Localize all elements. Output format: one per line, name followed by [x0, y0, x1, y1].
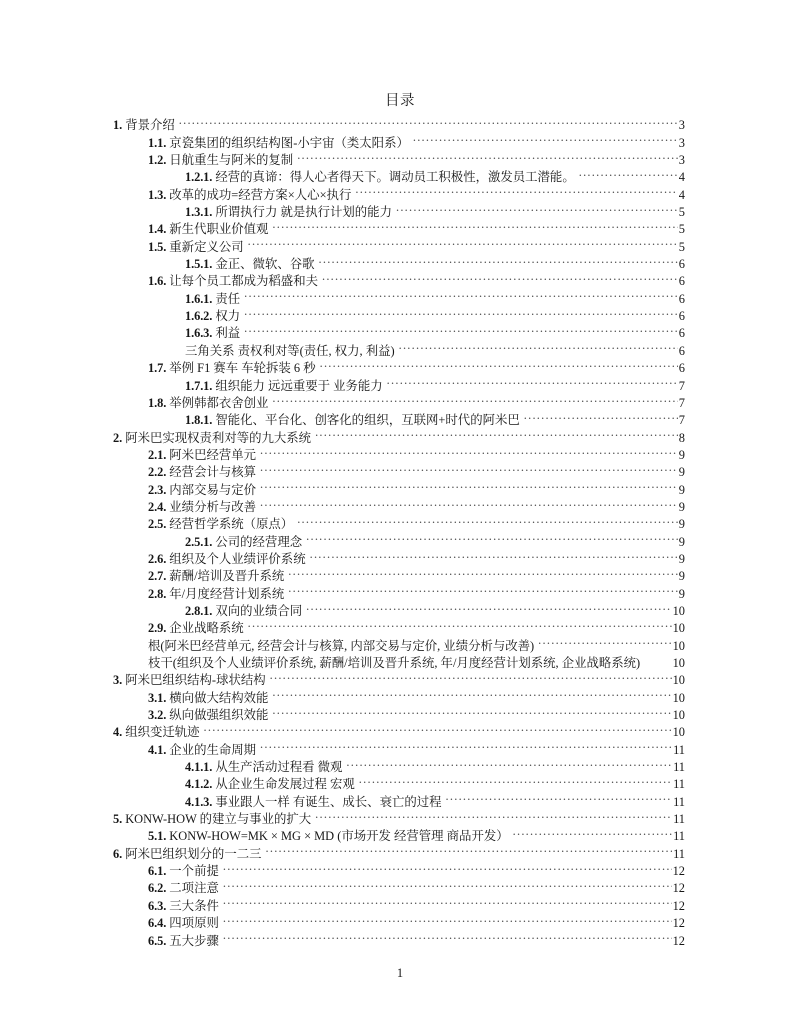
toc-entry-label: 双向的业绩合同: [215, 603, 303, 618]
toc-entry-page-number: 12: [672, 898, 685, 913]
toc-entry-label: KONW-HOW=MK × MG × MD (市场开发 经营管理 商品开发）: [169, 829, 509, 844]
toc-entry-number: 2.7.: [148, 569, 167, 584]
toc-dot-leader: [272, 216, 677, 233]
toc-entry-number: 2.9.: [148, 621, 167, 636]
toc-entry-label: 组织及个人业绩评价系统: [169, 551, 306, 566]
toc-entry-number: 6.1.: [148, 864, 167, 879]
toc-entry-page-number: 4: [678, 170, 685, 185]
toc-dot-leader: [223, 875, 672, 892]
toc-entry-page-number: 6: [678, 361, 685, 376]
toc-entry-label: 纵向做强组织效能: [169, 708, 269, 723]
toc-entry-number: 2.1.: [148, 447, 167, 462]
toc-entry-label: 经营的真谛：得人心者得天下。调动员工积极性，激发员工潜能。: [215, 170, 575, 185]
toc-entry-text: [113, 724, 204, 741]
toc-entry-page-number: 6: [678, 291, 685, 306]
toc-dot-leader: [413, 129, 678, 146]
toc-entry-page-number: 9: [678, 534, 685, 549]
toc-dot-leader: [320, 355, 678, 372]
toc-entry-page-number: 11: [673, 777, 685, 792]
toc-entry-page-number: 9: [678, 465, 685, 480]
toc-entry-page-number: 12: [672, 933, 685, 948]
toc-entry-label: 责任: [215, 291, 241, 306]
toc-dot-leader: [644, 650, 671, 667]
toc-entry-text: [148, 620, 248, 637]
toc-entry-page-number: 9: [678, 551, 685, 566]
toc-entry-number: 4.1.1.: [185, 760, 213, 775]
toc-entry-number: 1.6.2.: [185, 309, 213, 324]
toc-entry-label: 事业跟人一样 有诞生、成长、衰亡的过程: [215, 794, 442, 809]
toc-entry-text: [148, 880, 223, 897]
toc-entry-label: 组织变迁轨迹: [125, 725, 200, 740]
toc-entry-label: 智能化、平台化、创客化的组织，互联网+时代的阿米巴: [215, 413, 520, 428]
toc-entry-page-number: 12: [672, 864, 685, 879]
toc-entry-page-number: 9: [678, 499, 685, 514]
toc-entry-label: 京瓷集团的组织结构图-小宇宙（类太阳系）: [169, 135, 409, 150]
toc-dot-leader: [272, 684, 671, 701]
toc-entry-number: 6.5.: [148, 933, 167, 948]
toc-dot-leader: [244, 285, 678, 302]
toc-entry-page-number: 12: [672, 881, 685, 896]
toc-entry-text: [148, 239, 248, 256]
toc-entry-text: [185, 325, 244, 342]
toc-entry-number: 4.: [113, 725, 123, 740]
toc-entry-number: 5.: [113, 812, 123, 827]
toc-entry-page-number: 11: [673, 846, 685, 861]
toc-entry-number: 1.6.: [148, 274, 167, 289]
toc-entry-text: [148, 690, 272, 707]
toc-entry-number: 6.: [113, 846, 123, 861]
toc-entry-number: 2.8.1.: [185, 603, 213, 618]
toc-entry-page-number: 9: [678, 569, 685, 584]
toc-entry-number: 3.: [113, 673, 123, 688]
toc-entry-label: 让每个员工都成为稻盛和夫: [169, 274, 318, 289]
toc-entry-text: [148, 933, 223, 950]
toc-entry-page-number: 11: [673, 829, 685, 844]
toc-dot-leader: [446, 788, 673, 805]
toc-entry-number: 1.5.1.: [185, 257, 213, 272]
toc-entry-page-number: 3: [678, 135, 685, 150]
toc-entry-text: [113, 811, 315, 828]
toc-entry-page-number: 10: [672, 708, 685, 723]
toc-entry-label: 五大步骤: [169, 933, 219, 948]
toc-entry-text: [185, 534, 306, 551]
toc-entry-text: [148, 499, 260, 516]
toc-dot-leader: [260, 494, 678, 511]
toc-entry-page-number: 6: [678, 274, 685, 289]
toc-entry-page-number: 5: [678, 239, 685, 254]
toc-entry-number: 1.6.3.: [185, 326, 213, 341]
toc-entry-page-number: 10: [672, 638, 685, 653]
toc-entry-label: 经营哲学系统（原点）: [169, 517, 294, 532]
toc-dot-leader: [270, 667, 672, 684]
toc-dot-leader: [513, 823, 672, 840]
toc-dot-leader: [244, 303, 678, 320]
toc-dot-leader: [396, 199, 678, 216]
toc-entry-label: 业绩分析与改善: [169, 499, 257, 514]
toc-entry-page-number: 10: [672, 621, 685, 636]
toc-entry-text: [148, 187, 355, 204]
toc-dot-leader: [306, 528, 678, 545]
toc-entry-page-number: 6: [678, 343, 685, 358]
toc-entry-label: 薪酬/培训及晋升系统: [169, 569, 285, 584]
toc-entry-number: 6.3.: [148, 898, 167, 913]
toc-dot-leader: [315, 424, 678, 441]
toc-entry-label: 从生产活动过程看 微观: [215, 760, 343, 775]
toc-entry-page-number: 9: [678, 586, 685, 601]
toc-entry-number: 1.7.: [148, 361, 167, 376]
toc-entry-label: 阿米巴经营单元: [169, 447, 257, 462]
toc-entry-page-number: 9: [678, 447, 685, 462]
toc-entry-number: 1.5.: [148, 239, 167, 254]
toc-dot-leader: [315, 806, 672, 823]
toc-dot-leader: [288, 580, 678, 597]
toc-entry-label: 内部交易与定价: [169, 482, 257, 497]
toc-entry-number: 2.2.: [148, 465, 167, 480]
toc-dot-leader: [272, 702, 671, 719]
toc-entry-number: 4.1.2.: [185, 777, 213, 792]
toc-dot-leader: [260, 459, 678, 476]
toc-dot-leader: [223, 927, 672, 944]
toc-entry-text: [148, 586, 288, 603]
toc-entry-text: [148, 638, 538, 655]
toc-entry-label: 阿米巴组织划分的一二三: [125, 846, 262, 861]
toc-entry-page-number: 4: [678, 187, 685, 202]
toc-dot-leader: [359, 771, 672, 788]
toc-entry-text: [148, 863, 223, 880]
toc-entry-number: 1.7.1.: [185, 378, 213, 393]
toc-dot-leader: [248, 615, 672, 632]
toc-entry-text: [148, 898, 223, 915]
toc-entry-label: KONW-HOW 的建立与事业的扩大: [125, 812, 312, 827]
toc-entry-text: [148, 395, 272, 412]
toc-entry-number: 2.5.1.: [185, 534, 213, 549]
toc-dot-leader: [579, 164, 678, 181]
toc-entry-text: [148, 516, 297, 533]
toc-dot-leader: [346, 754, 672, 771]
toc-entry-text: [113, 117, 179, 134]
toc-entry-label: 从企业生命发展过程 宏观: [215, 777, 355, 792]
toc-dot-leader: [244, 320, 678, 337]
toc-entry-text: [148, 551, 310, 568]
toc-entry-number: 1.3.: [148, 187, 167, 202]
toc-entry-label: 横向做大结构效能: [169, 690, 269, 705]
toc-dot-leader: [322, 268, 678, 285]
toc-entry-page-number: 10: [672, 656, 685, 670]
toc-entry-page-number: 11: [673, 742, 685, 757]
toc-entry-page-number: 5: [678, 205, 685, 220]
toc-entry-number: 1.2.1.: [185, 170, 213, 185]
toc-entry-number: 2.: [113, 430, 123, 445]
toc-entry-label: 权力: [215, 309, 241, 324]
toc-dot-leader: [297, 147, 678, 164]
toc-entry[interactable]: [113, 112, 685, 133]
toc-entry[interactable]: [113, 129, 685, 150]
toc-dot-leader: [223, 858, 672, 875]
toc-entry-label: 三大条件: [169, 898, 219, 913]
toc-entry-label: 新生代职业价值观: [169, 222, 269, 237]
toc-entry-label: 阿米巴组织结构-球状结构: [125, 673, 266, 688]
toc-entry-page-number: 6: [678, 309, 685, 324]
toc-entry-label: 三角关系 责权利对等(责任, 权力, 利益): [185, 343, 395, 358]
table-of-contents: [113, 112, 685, 948]
toc-dot-leader: [223, 892, 672, 909]
toc-entry-label: 组织能力 远远重要于 业务能力: [215, 378, 383, 393]
toc-entry-label: 重新定义公司: [169, 239, 244, 254]
toc-entry-text: [185, 759, 346, 776]
toc-entry-label: 利益: [215, 326, 241, 341]
toc-dot-leader: [387, 372, 678, 389]
toc-dot-leader: [288, 563, 678, 580]
toc-dot-leader: [297, 511, 678, 528]
toc-entry-text: [148, 447, 260, 464]
toc-entry-page-number: 3: [678, 118, 685, 133]
toc-entry-page-number: 5: [678, 222, 685, 237]
toc-entry-label: 举例 F1 赛车 车轮拆装 6 秒: [169, 361, 316, 376]
toc-entry-page-number: 7: [678, 413, 685, 428]
toc-entry-number: 2.5.: [148, 517, 167, 532]
toc-entry-number: 2.8.: [148, 586, 167, 601]
toc-entry-number: 1.1.: [148, 135, 167, 150]
toc-entry-page-number: 12: [672, 916, 685, 931]
toc-entry-page-number: 9: [678, 482, 685, 497]
toc-entry-number: 1.8.1.: [185, 413, 213, 428]
toc-entry-label: 企业战略系统: [169, 621, 244, 636]
toc-dot-leader: [272, 390, 677, 407]
toc-entry-number: 2.4.: [148, 499, 167, 514]
toc-entry-label: 企业的生命周期: [169, 742, 257, 757]
toc-entry-text: [148, 482, 260, 499]
toc-dot-leader: [260, 442, 678, 459]
toc-entry-page-number: 10: [672, 725, 685, 740]
toc-entry-page-number: 3: [678, 153, 685, 168]
toc-dot-leader: [524, 407, 678, 424]
toc-dot-leader: [223, 910, 672, 927]
toc-dot-leader: [399, 337, 678, 354]
toc-entry-number: 2.3.: [148, 482, 167, 497]
footer-page-number: 1: [396, 966, 404, 980]
toc-entry-page-number: 10: [672, 690, 685, 705]
toc-dot-leader: [266, 840, 673, 857]
toc-entry-text: [185, 308, 244, 325]
toc-entry-label: 根(阿米巴经营单元, 经营会计与核算, 内部交易与定价, 业绩分析与改善): [148, 638, 535, 653]
toc-entry-page-number: 9: [678, 517, 685, 532]
toc-entry-number: 4.1.3.: [185, 794, 213, 809]
toc-dot-leader: [260, 736, 672, 753]
toc-entry-label: 背景介绍: [125, 118, 175, 133]
toc-entry-label: 一个前提: [169, 864, 219, 879]
toc-dot-leader: [355, 181, 677, 198]
toc-entry-page-number: 6: [678, 326, 685, 341]
toc-entry-text: [148, 360, 320, 377]
toc-entry-text: [148, 464, 260, 481]
toc-entry-number: 1.2.: [148, 153, 167, 168]
toc-entry-text: [148, 568, 288, 585]
toc-entry-page-number: 11: [673, 760, 685, 775]
toc-entry-label: 金正、微软、谷歌: [215, 257, 315, 272]
toc-entry-label: 公司的经营理念: [215, 534, 303, 549]
toc-entry-page-number: 10: [672, 673, 685, 688]
toc-entry-label: 阿米巴实现权责利对等的九大系统: [125, 430, 312, 445]
toc-entry-label: 日航重生与阿米的复制: [169, 153, 294, 168]
toc-dot-leader: [260, 476, 678, 493]
toc-entry-text: [185, 291, 244, 308]
page-title: 目录: [385, 93, 415, 109]
toc-entry-number: 3.2.: [148, 708, 167, 723]
toc-entry-number: 4.1.: [148, 742, 167, 757]
toc-entry-number: 1.3.1.: [185, 205, 213, 220]
toc-entry-label: 经营会计与核算: [169, 465, 257, 480]
toc-entry-number: 3.1.: [148, 690, 167, 705]
toc-entry-text: [148, 742, 260, 759]
toc-dot-leader: [306, 598, 671, 615]
toc-entry-number: 6.4.: [148, 916, 167, 931]
toc-entry-page-number: 6: [678, 257, 685, 272]
toc-dot-leader: [310, 546, 678, 563]
toc-entry-number: 5.1.: [148, 829, 167, 844]
toc-entry-number: 1.: [113, 118, 123, 133]
toc-entry-text: [185, 256, 319, 273]
toc-entry-text: [185, 776, 359, 793]
toc-entry-number: 1.4.: [148, 222, 167, 237]
toc-entry-number: 6.2.: [148, 881, 167, 896]
toc-entry-label: 改革的成功=经营方案×人心×执行: [169, 187, 352, 202]
toc-entry-label: 举例韩都衣舍创业: [169, 395, 269, 410]
toc-entry-number: 2.6.: [148, 551, 167, 566]
toc-entry-text: [113, 672, 270, 689]
toc-entry-number: 1.6.1.: [185, 291, 213, 306]
toc-entry-number: 1.8.: [148, 395, 167, 410]
toc-entry-text: [148, 152, 297, 169]
toc-entry-page-number: 7: [678, 378, 685, 393]
toc-entry-page-number: 8: [678, 430, 685, 445]
toc-dot-leader: [319, 251, 678, 268]
toc-dot-leader: [179, 112, 678, 129]
toc-entry-label: 年/月度经营计划系统: [169, 586, 285, 601]
toc-entry-label: 四项原则: [169, 916, 219, 931]
toc-entry-label: 所谓执行力 就是执行计划的能力: [215, 205, 392, 220]
toc-dot-leader: [248, 233, 678, 250]
toc-dot-leader: [538, 632, 671, 649]
toc-entry-page-number: 11: [673, 794, 685, 809]
toc-entry-label: 二项注意: [169, 881, 219, 896]
toc-entry-page-number: 10: [672, 603, 685, 618]
toc-entry-page-number: 7: [678, 395, 685, 410]
toc-dot-leader: [204, 719, 672, 736]
toc-entry-label: 枝干(组织及个人业绩评价系统, 薪酬/培训及晋升系统, 年/月度经营计划系统, 企业战略系统): [148, 656, 641, 670]
toc-entry-page-number: 11: [673, 812, 685, 827]
toc-entry-text: [148, 915, 223, 932]
